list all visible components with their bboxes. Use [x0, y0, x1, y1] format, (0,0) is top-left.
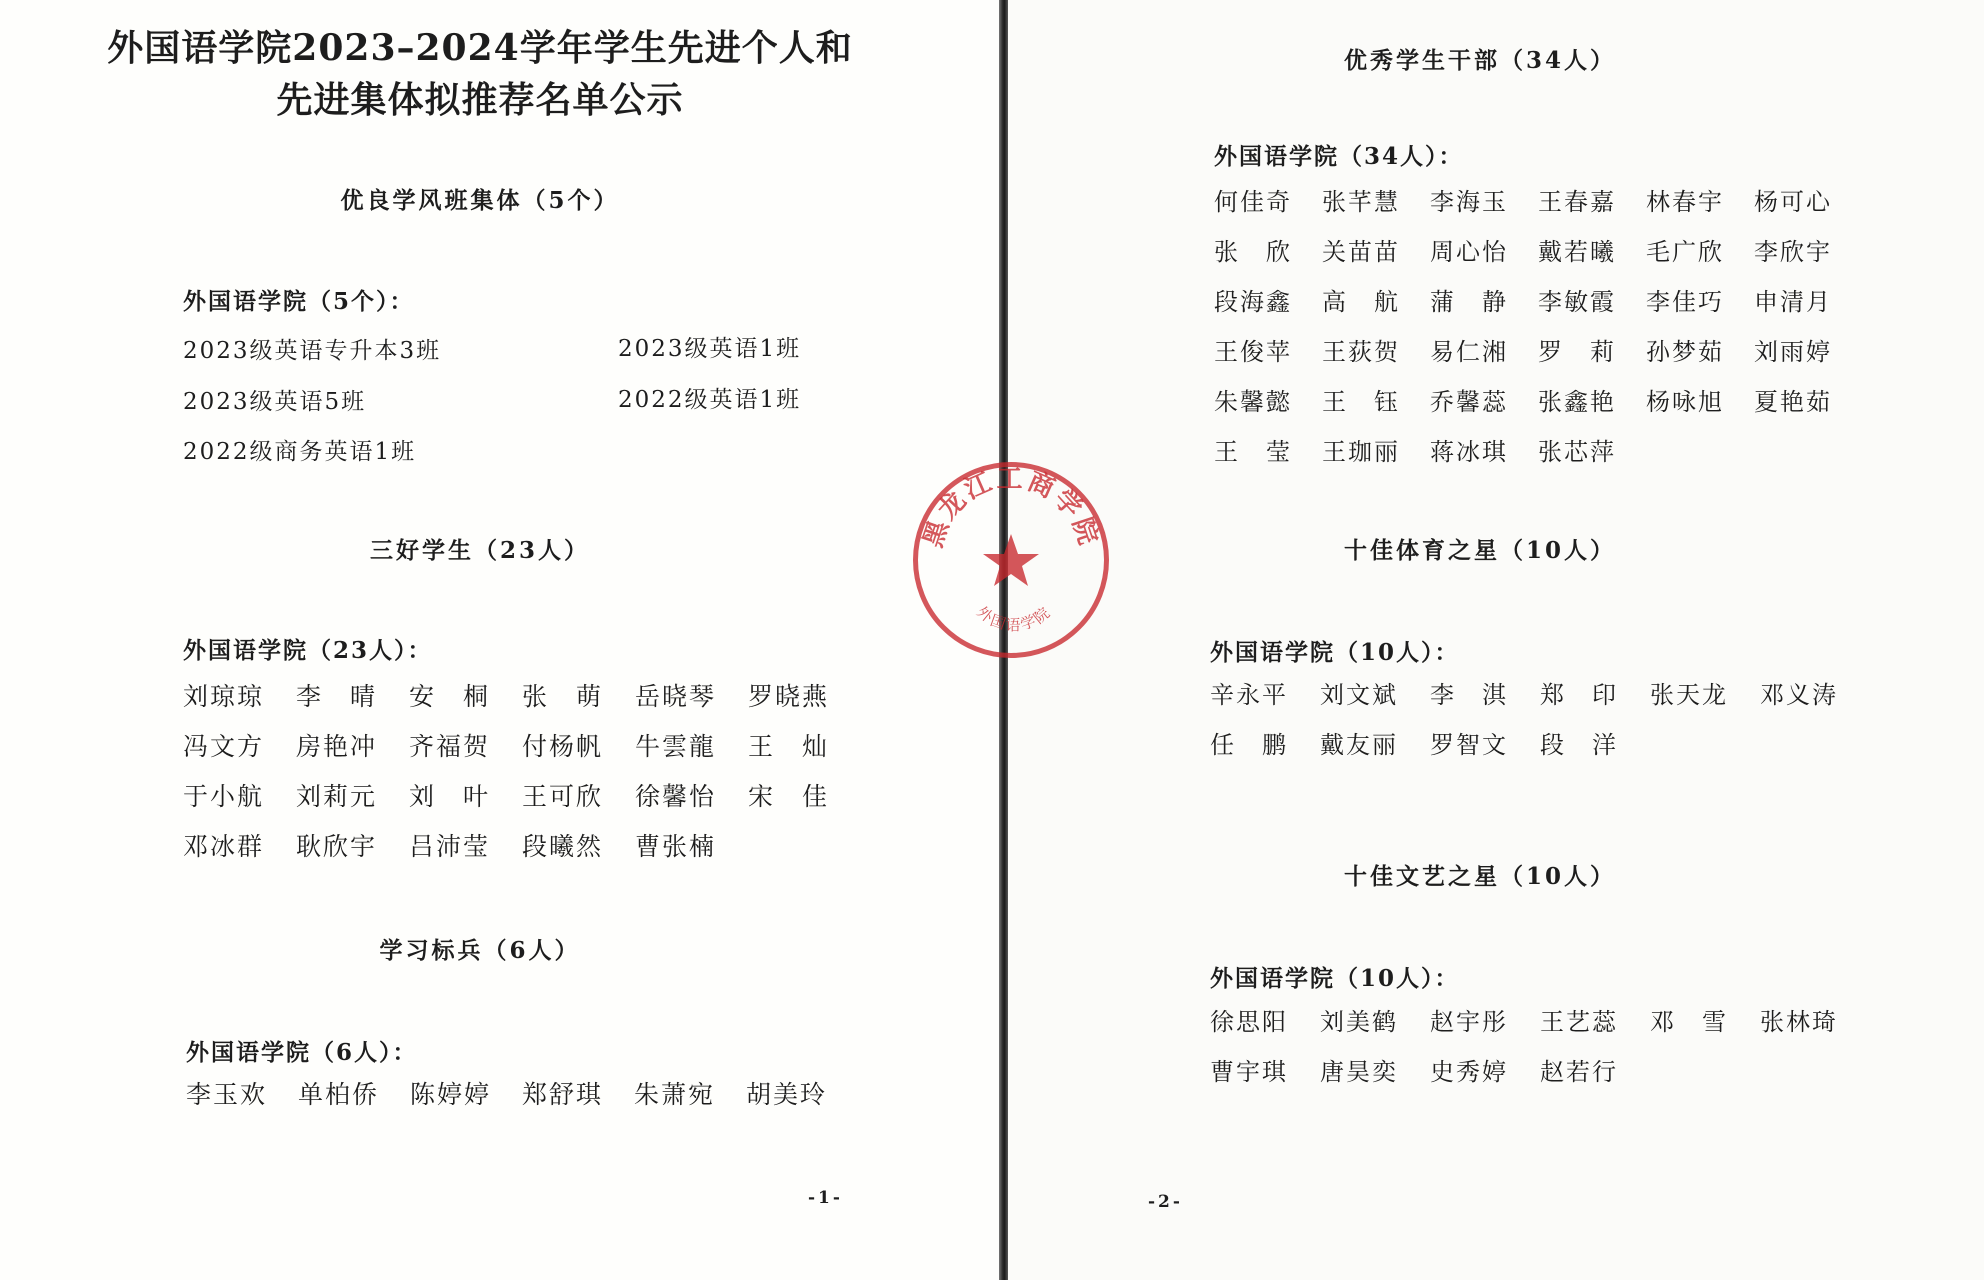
title-line-1: 外国语学院2023–2024学年学生先进个人和	[107, 27, 853, 69]
section-title-merit-students: 三好学生（23人）	[369, 537, 590, 564]
name-entry: 戴若曦	[1538, 238, 1616, 266]
name-entry: 邓义涛	[1760, 681, 1838, 709]
section-title-arts-stars: 十佳文艺之星（10人）	[1343, 863, 1616, 890]
group-label: 外国语学院（23人）：	[183, 637, 433, 664]
name-entry: 岳晓琴	[635, 682, 717, 711]
seal-outer-text: 黑龙江工商学院	[918, 464, 1104, 552]
name-entry: 史秀婷	[1430, 1058, 1508, 1086]
name-entry: 李 淇	[1430, 681, 1508, 709]
name-entry: 张芊慧	[1322, 188, 1400, 216]
name-entry: 蒲 静	[1430, 288, 1508, 316]
name-entry: 孙梦茹	[1646, 338, 1724, 366]
section-title-excellent-class: 优良学风班集体（5个）	[340, 187, 620, 214]
name-entry: 罗晓燕	[748, 682, 830, 711]
page-number: -1-	[808, 1188, 843, 1208]
name-entry: 段 洋	[1540, 731, 1618, 759]
name-entry: 蒋冰琪	[1430, 438, 1508, 466]
class-item: 2023级英语专升本3班	[183, 338, 442, 364]
name-entry: 杨咏旭	[1646, 388, 1724, 416]
name-entry: 乔馨蕊	[1430, 388, 1508, 416]
name-entry: 张天龙	[1650, 681, 1728, 709]
name-entry: 王 莹	[1214, 438, 1292, 466]
name-entry: 林春宇	[1646, 188, 1724, 216]
name-entry: 耿欣宇	[296, 832, 378, 861]
name-entry: 朱萧宛	[634, 1080, 716, 1109]
name-entry: 郑 印	[1540, 681, 1618, 709]
name-entry: 单柏侨	[298, 1080, 380, 1109]
page-number: -2-	[1148, 1192, 1183, 1212]
section-title-student-cadres: 优秀学生干部（34人）	[1343, 47, 1616, 74]
name-entry: 罗智文	[1430, 731, 1508, 759]
name-entry: 段海鑫	[1214, 288, 1292, 316]
name-entry: 安 桐	[409, 682, 491, 711]
group-label: 外国语学院（6人）：	[186, 1039, 418, 1066]
name-entry: 罗 莉	[1538, 338, 1616, 366]
name-entry: 王 灿	[748, 732, 830, 761]
name-entry: 牛雲龍	[635, 732, 717, 761]
class-item: 2023级英语5班	[183, 389, 367, 415]
name-entry: 刘雨婷	[1754, 338, 1832, 366]
name-entry: 赵宇彤	[1430, 1008, 1508, 1036]
class-item: 2023级英语1班	[618, 336, 802, 362]
name-entry: 刘文斌	[1320, 681, 1398, 709]
star-icon	[983, 534, 1039, 586]
name-entry: 王春嘉	[1538, 188, 1616, 216]
name-entry: 张鑫艳	[1538, 388, 1616, 416]
name-entry: 徐馨怡	[635, 782, 717, 811]
name-entry: 王艺蕊	[1540, 1008, 1618, 1036]
study-models-list	[186, 1070, 858, 1120]
svg-text:外国语学院	[973, 603, 1054, 634]
name-entry: 赵若行	[1540, 1058, 1618, 1086]
name-entry: 夏艳茹	[1754, 388, 1832, 416]
name-entry: 周心怡	[1430, 238, 1508, 266]
name-entry: 齐福贺	[409, 732, 491, 761]
name-entry: 唐昊奕	[1320, 1058, 1398, 1086]
group-label: 外国语学院（5个）：	[183, 288, 415, 315]
page-2	[1008, 0, 1984, 1280]
name-entry: 何佳奇	[1214, 188, 1292, 216]
official-seal	[913, 462, 1109, 658]
name-entry: 申清月	[1754, 288, 1832, 316]
name-entry: 杨可心	[1754, 188, 1832, 216]
name-entry: 付杨帆	[522, 732, 604, 761]
class-item: 2022级商务英语1班	[183, 439, 417, 465]
name-entry: 宋 佳	[748, 782, 830, 811]
name-entry: 李欣宇	[1754, 238, 1832, 266]
name-entry: 邓冰群	[183, 832, 265, 861]
seal-inner-text: 外国语学院	[973, 602, 1055, 635]
name-entry: 李 晴	[296, 682, 378, 711]
group-label: 外国语学院（10人）：	[1210, 639, 1460, 666]
name-entry: 段曦然	[522, 832, 604, 861]
document-title	[100, 22, 860, 126]
name-entry: 王可欣	[522, 782, 604, 811]
group-label: 外国语学院（10人）：	[1210, 965, 1460, 992]
name-entry: 邓 雪	[1650, 1008, 1728, 1036]
name-entry: 胡美玲	[746, 1080, 828, 1109]
name-entry: 李佳巧	[1646, 288, 1724, 316]
seal-graphic	[913, 462, 1109, 658]
name-entry: 冯文方	[183, 732, 265, 761]
name-entry: 易仁湘	[1430, 338, 1508, 366]
group-label: 外国语学院（34人）：	[1214, 143, 1464, 170]
name-entry: 李敏霞	[1538, 288, 1616, 316]
section-title-study-models: 学习标兵（6人）	[379, 937, 581, 964]
arts-stars-list	[1210, 997, 1870, 1097]
merit-students-list	[183, 672, 861, 872]
name-entry: 吕沛莹	[409, 832, 491, 861]
name-entry: 戴友丽	[1320, 731, 1398, 759]
name-entry: 王 钰	[1322, 388, 1400, 416]
name-entry: 曹张楠	[635, 832, 717, 861]
name-entry: 张林琦	[1760, 1008, 1838, 1036]
sports-stars-list	[1210, 670, 1870, 770]
name-entry: 张芯萍	[1538, 438, 1616, 466]
name-entry: 辛永平	[1210, 681, 1288, 709]
name-entry: 徐思阳	[1210, 1008, 1288, 1036]
name-entry: 关苗苗	[1322, 238, 1400, 266]
name-entry: 毛广欣	[1646, 238, 1724, 266]
student-cadres-list	[1214, 177, 1862, 477]
name-entry: 刘莉元	[296, 782, 378, 811]
name-entry: 陈婷婷	[410, 1080, 492, 1109]
name-entry: 郑舒琪	[522, 1080, 604, 1109]
name-entry: 王珈丽	[1322, 438, 1400, 466]
name-entry: 刘 叶	[409, 782, 491, 811]
name-entry: 李海玉	[1430, 188, 1508, 216]
class-item: 2022级英语1班	[618, 387, 802, 413]
name-entry: 王俊苹	[1214, 338, 1292, 366]
name-entry: 曹宇琪	[1210, 1058, 1288, 1086]
name-entry: 于小航	[183, 782, 265, 811]
title-line-2: 先进集体拟推荐名单公示	[276, 79, 684, 121]
name-entry: 李玉欢	[186, 1080, 268, 1109]
name-entry: 刘美鹤	[1320, 1008, 1398, 1036]
name-entry: 朱馨懿	[1214, 388, 1292, 416]
name-entry: 王荻贺	[1322, 338, 1400, 366]
name-entry: 张 萌	[522, 682, 604, 711]
name-entry: 房艳冲	[296, 732, 378, 761]
name-entry: 任 鹏	[1210, 731, 1288, 759]
section-title-sports-stars: 十佳体育之星（10人）	[1343, 537, 1616, 564]
name-entry: 刘琼琼	[183, 682, 265, 711]
name-entry: 张 欣	[1214, 238, 1292, 266]
name-entry: 高 航	[1322, 288, 1400, 316]
